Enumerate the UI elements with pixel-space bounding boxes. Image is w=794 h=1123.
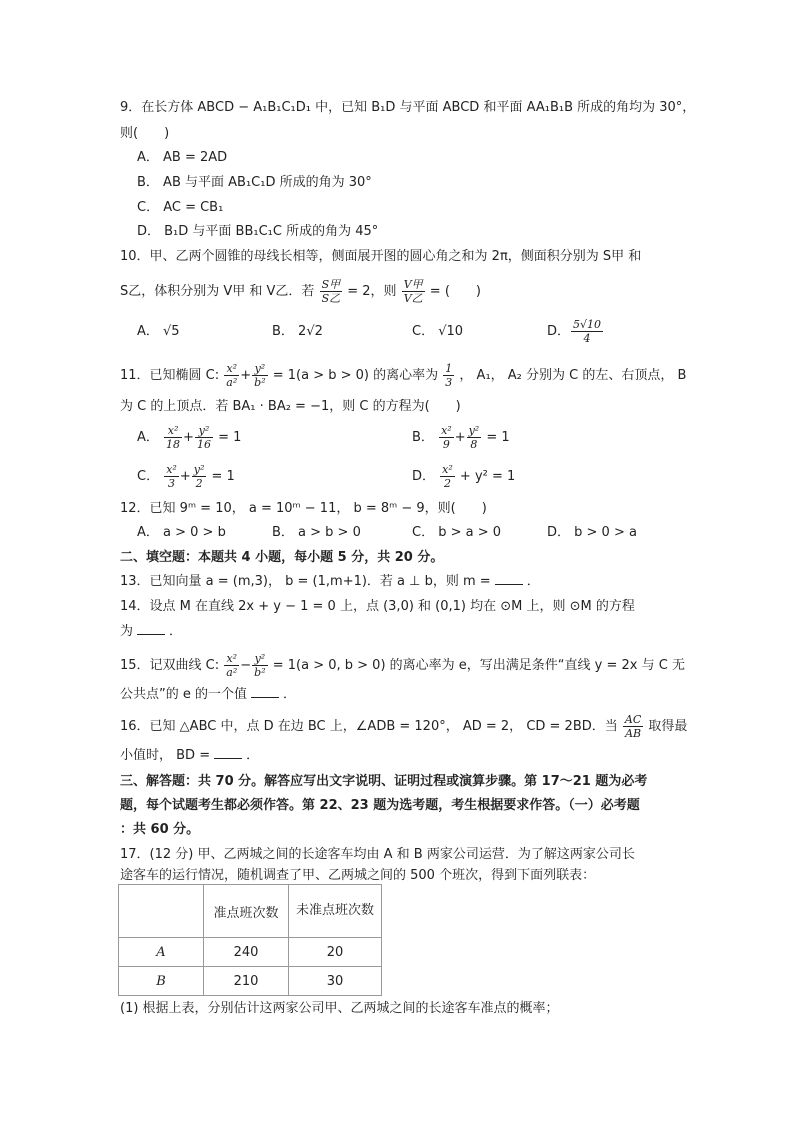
frac-denominator: 4 [583,332,591,345]
frac-denominator: 3 [445,376,453,389]
q17-line2: 途客车的运行情况，随机调查了甲、乙两城之间的 500 个班次，得到下面列联表： [120,868,596,883]
q9-option-c: C． AC = CB₁ [137,200,224,215]
q12-choice-a: A． a > 0 > b [137,525,226,540]
table-header-cell: 未准点班次数 [289,885,382,938]
q10-choice-b: B． 2√2 [272,324,323,339]
q15-text: 公共点”的 e 的一个值 [120,687,247,702]
equation-tail: = 1 [218,430,242,445]
frac-denominator: AB [625,727,642,740]
q11-option-c: C． $\frac{\text{x²}}{3}$ + $\frac{\text{y²}}{2}$ = 1 [137,463,235,490]
q13 [120,572,540,592]
frac [195,424,213,451]
q11-text-c: ， A₁， A₂ 分别为 C 的左、右顶点， B [459,368,687,383]
q10-line1: 10．甲、乙两个圆锥的母线长相等，侧面展开图的圆心角之和为 2π，侧面积分别为 S甲 和 [120,249,642,264]
frac-denominator: S乙 [321,292,341,305]
q15-end: ． [283,687,297,702]
choice-label: C． [137,469,160,484]
table-row [119,938,382,967]
q16-text: 小值时， BD = [120,748,211,763]
q14-end: ． [169,624,183,639]
frac-numerator: V甲 [403,278,423,291]
q10-choice-c: C． √10 [412,324,464,339]
q9-option-a: A． AB = 2AD [137,150,228,165]
table-cell: 30 [289,967,382,996]
minus-sign: − [240,658,252,673]
frac-denominator: 18 [166,438,181,451]
frac-numerator: 1 [445,362,453,375]
q17-line1: 17．(12 分) 甲、乙两城之间的长途客车均由 A 和 B 两家公司运营．为了解这两家公司长 [120,847,635,862]
q13-end: ． [526,574,540,589]
q11-text-b: = 1(a > b > 0) 的离心率为 [272,368,439,383]
q10-text-b: = 2，则 [347,284,397,299]
answer-blank [495,572,523,585]
frac-denominator: a² [226,376,238,389]
frac-numerator: x² [442,463,453,476]
q12-choice-b: B． a > b > 0 [272,525,361,540]
frac-numerator: y² [193,463,205,476]
frac-y2-b2 [252,362,267,389]
table-header-row [119,885,382,938]
q14-line1: 14．设点 M 在直线 2x + y − 1 = 0 上，点 (3,0) 和 (0,1) 均在 ⊙M 上，则 ⊙M 的方程 [120,599,635,614]
q10-line2 [120,278,481,305]
q11-option-d [412,463,515,490]
q9-stem-cont: 则( ) [120,126,170,141]
frac-one-third [443,362,454,389]
q14-text: 为 [120,624,134,639]
frac [164,424,182,451]
q14-line2 [120,622,182,642]
frac [440,463,455,490]
frac-numerator: x² [166,463,177,476]
q15-text-b: = 1(a > 0, b > 0) 的离心率为 e，写出满足条件“直线 y = 2x 与 C 无 [272,658,685,673]
frac-numerator: y² [252,652,267,666]
q16-text-b: 取得最 [648,719,688,734]
section-3-heading-3: ：共 60 分。 [120,822,200,837]
table-cell: A [119,938,204,967]
frac-denominator: 2 [443,477,451,490]
frac-numerator: x² [224,362,239,376]
plus-sign: + [240,368,252,383]
frac-ac-ab [623,713,643,740]
table-header-cell: 准点班次数 [204,885,289,938]
table-header-cell [119,885,204,938]
q11-option-b: B． $\frac{\text{x²}}{9}$ + $\frac{\text{y²}}{8}$ = 1 [412,424,510,451]
frac-denominator: 8 [470,438,478,451]
table-cell: 20 [289,938,382,967]
q10-choice-d [547,318,604,345]
section-3-heading-1: 三、解答题：共 70 分。解答应写出文字说明、证明过程或演算步骤。第 17～21 题为必考 [120,774,648,789]
q9-option-d: D． B₁D 与平面 BB₁C₁C 所成的角为 45° [137,224,379,239]
q12-stem: 12．已知 9ᵐ = 10， a = 10ᵐ − 11， b = 8ᵐ − 9，则( ) [120,501,487,516]
table-cell: 240 [204,938,289,967]
q15-line1 [120,652,685,679]
frac-numerator: y² [252,362,267,376]
frac-y2-b2 [252,652,267,679]
q10-area-ratio [320,278,343,305]
frac-denominator: b² [254,376,266,389]
answer-blank [137,622,165,635]
q10-choice-a: A． √5 [137,324,180,339]
frac-numerator: x² [164,424,182,438]
q12-choice-d: D． b > 0 > a [547,525,637,540]
table-cell: B [119,967,204,996]
q11-option-a: A． $\frac{\text{x²}}{18}$ + $\frac{\text{y²}}{16}$ = 1 [137,424,242,451]
q16-text-a: 16．已知 △ABC 中，点 D 在边 BC 上，∠ADB = 120°， AD = 2， CD = 2BD．当 [120,719,618,734]
table-row [119,967,382,996]
frac [467,424,482,451]
frac [164,463,179,490]
q15-line2 [120,685,296,705]
equation-tail: = 1 [211,469,235,484]
q9-option-b: B． AB 与平面 AB₁C₁D 所成的角为 30° [137,175,372,190]
q10-text-c: = ( ) [429,284,481,299]
q9-stem: 9．在长方体 ABCD − A₁B₁C₁D₁ 中，已知 B₁D 与平面 ABCD 和平面 AA₁B₁B 所成的角均为 30°， [120,100,696,115]
frac-denominator: 3 [168,477,176,490]
equation-tail: = 1 [486,430,510,445]
choice-label: D． [547,324,571,339]
q16-line2 [120,746,259,766]
frac-denominator: 9 [442,438,450,451]
q17-subquestion-1: (1) 根据上表，分别估计这两家公司甲、乙两城之间的长途客车准点的概率； [120,1001,559,1016]
frac-numerator: S甲 [321,278,341,291]
answer-blank [214,746,242,759]
q11-line2: 为 C 的上顶点．若 BA₁ · BA₂ = −1，则 C 的方程为( ) [120,399,461,414]
q10-volume-ratio [402,278,425,305]
q10-choice-d-frac [571,318,603,345]
contingency-table [118,884,382,996]
q12-choice-c: C． b > a > 0 [412,525,502,540]
q10-text-a: S乙，体积分别为 V甲 和 V乙．若 [120,284,315,299]
choice-label: D． [412,469,436,484]
table-cell: 210 [204,967,289,996]
frac-denominator: 2 [195,477,203,490]
frac-numerator: y² [468,424,480,437]
frac-denominator: V乙 [403,292,423,305]
answer-blank [251,685,279,698]
frac-numerator: y² [195,424,213,438]
frac-numerator: x² [441,424,452,437]
q15-text-a: 15．记双曲线 C: [120,658,220,673]
section-2-heading: 二、填空题：本题共 4 小题，每小题 5 分，共 20 分。 [120,550,444,565]
frac-numerator: AC [624,713,642,726]
frac-numerator: 5√10 [573,318,602,331]
section-3-heading-2: 题，每个试题考生都必须作答。第 22、23 题为选考题，考生根据要求作答。（一）必考题 [120,798,640,813]
frac-x2-a2 [224,362,239,389]
frac-x2-a2 [224,652,239,679]
q11-text-a: 11．已知椭圆 C: [120,368,220,383]
frac [439,424,454,451]
choice-label: A． [137,430,159,445]
equation-tail: + y² = 1 [459,469,516,484]
q16-end: ． [246,748,260,763]
frac-denominator: a² [226,666,238,679]
frac-numerator: x² [224,652,239,666]
frac-denominator: 16 [196,438,211,451]
q11-line1 [120,362,686,389]
frac-denominator: b² [254,666,266,679]
choice-label: B． [412,430,434,445]
q16-line1 [120,713,687,740]
frac [192,463,207,490]
q13-text: 13．已知向量 a = (m,3)， b = (1,m+1)．若 a ⊥ b，则 m = [120,574,491,589]
